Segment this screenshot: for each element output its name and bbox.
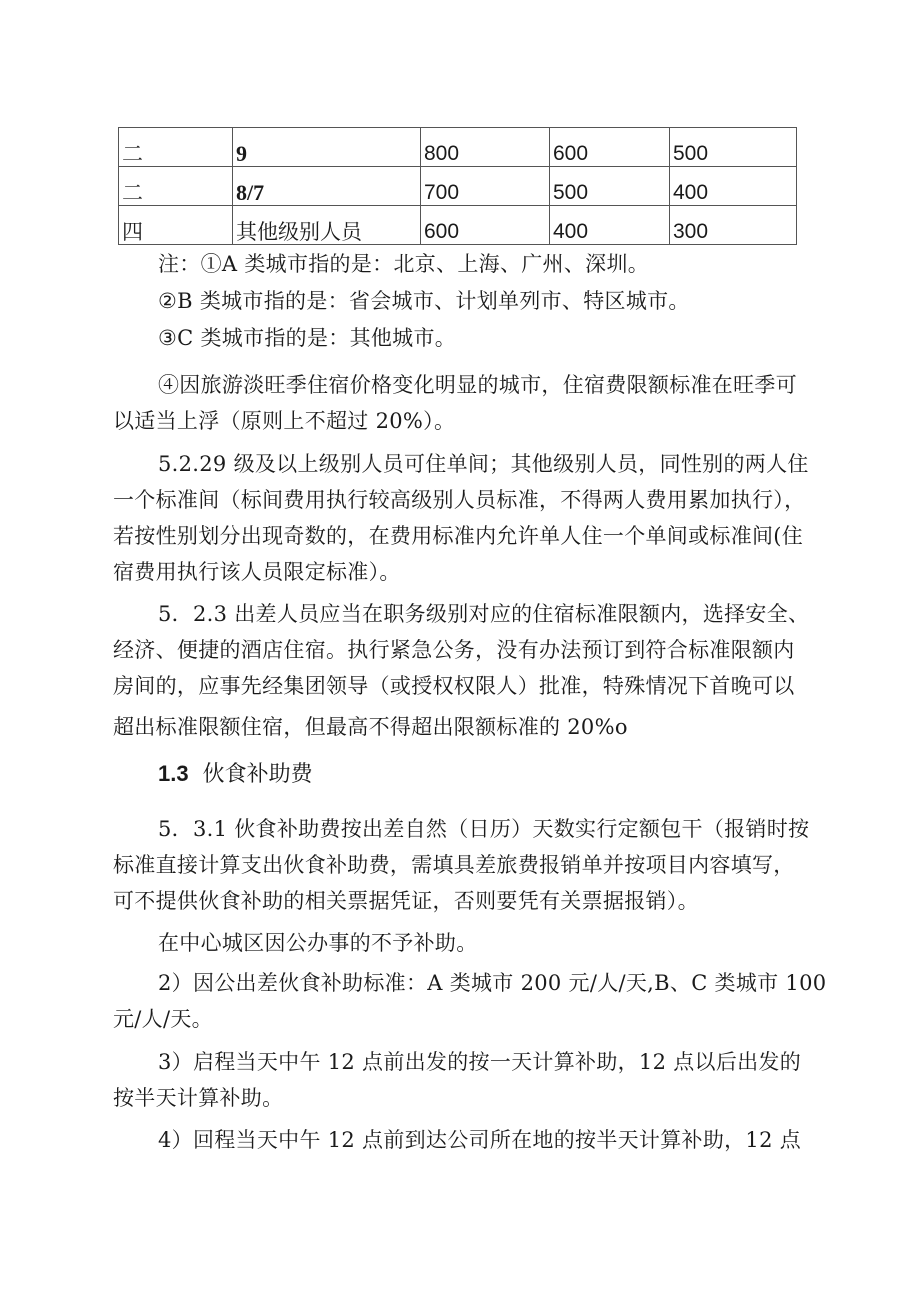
accommodation-standard-table — [118, 127, 797, 245]
table-cell-grade: 9 — [233, 128, 421, 167]
note-c-cities: ③C 类城市指的是：其他城市。 — [158, 326, 457, 350]
table-cell-a-city: 600 — [421, 206, 550, 245]
item-3-line1: 3）启程当天中午 12 点前出发的按一天计算补助，12 点以后出发的 — [158, 1050, 802, 1074]
paragraph-5-3-1-line1: 5．3.1 伙食补助费按出差自然（日历）天数实行定额包干（报销时按 — [158, 817, 810, 841]
paragraph-5-2-3-line2: 经济、便捷的酒店住宿。执行紧急公务，没有办法预订到符合标准限额内 — [113, 638, 795, 662]
table-cell-level: 二 — [119, 128, 233, 167]
item-3-line2: 按半天计算补助。 — [113, 1086, 284, 1110]
section-title: 伙食补助费 — [202, 762, 313, 787]
note-peak-season-line1: ④因旅游淡旺季住宿价格变化明显的城市，住宿费限额标准在旺季可 — [158, 373, 797, 397]
table-cell-b-city: 500 — [550, 167, 670, 206]
table-row — [119, 167, 797, 206]
table-cell-a-city: 800 — [421, 128, 550, 167]
table-cell-c-city: 500 — [670, 128, 797, 167]
paragraph-5-2-29-line4: 宿费用执行该人员限定标准）。 — [113, 560, 401, 584]
table-cell-c-city: 300 — [670, 206, 797, 245]
table-cell-grade: 8/7 — [233, 167, 421, 206]
paragraph-5-2-29-line2: 一个标准间（标间费用执行较高级别人员标准，不得两人费用累加执行）， — [113, 488, 806, 512]
item-4-line1: 4）回程当天中午 12 点前到达公司所在地的按半天计算补助，12 点 — [158, 1128, 802, 1152]
table-cell-grade: 其他级别人员 — [233, 206, 421, 245]
table-row — [119, 128, 797, 167]
item-2-line2: 元/人/天。 — [113, 1007, 213, 1031]
table-row — [119, 206, 797, 245]
section-heading — [158, 760, 313, 789]
table-cell-b-city: 600 — [550, 128, 670, 167]
item-2-line1: 2）因公出差伙食补助标准：A 类城市 200 元/人/天,B、C 类城市 100 — [158, 971, 827, 995]
paragraph-5-2-29-line3: 若按性别划分出现奇数的，在费用标准内允许单人住一个单间或标准间(住 — [113, 524, 804, 548]
table-cell-level: 二 — [119, 167, 233, 206]
note-a-cities: 注：①A 类城市指的是：北京、上海、广州、深圳。 — [158, 252, 650, 276]
note-peak-season-line2: 以适当上浮（原则上不超过 20%）。 — [113, 409, 456, 433]
paragraph-5-2-29-line1: 5.2.29 级及以上级别人员可住单间；其他级别人员，同性别的两人住 — [158, 452, 809, 476]
paragraph-5-2-3-line1: 5．2.3 出差人员应当在职务级别对应的住宿标准限额内，选择安全、 — [158, 602, 810, 626]
section-number: 1.3 — [158, 761, 189, 786]
paragraph-5-3-1-line2: 标准直接计算支出伙食补助费，需填具差旅费报销单并按项目内容填写， — [113, 853, 795, 877]
table-cell-c-city: 400 — [670, 167, 797, 206]
paragraph-5-3-1-line3: 可不提供伙食补助的相关票据凭证，否则要凭有关票据报销）。 — [113, 889, 699, 913]
note-b-cities: ②B 类城市指的是：省会城市、计划单列市、特区城市。 — [158, 289, 690, 313]
paragraph-5-2-3-line4: 超出标准限额住宿，但最高不得超出限额标准的 20%o — [113, 715, 628, 739]
table-cell-level: 四 — [119, 206, 233, 245]
table-cell-a-city: 700 — [421, 167, 550, 206]
paragraph-5-2-3-line3: 房间的，应事先经集团领导（或授权权限人）批准，特殊情况下首晚可以 — [113, 674, 795, 698]
paragraph-central-district: 在中心城区因公办事的不予补助。 — [158, 931, 478, 955]
table-cell-b-city: 400 — [550, 206, 670, 245]
